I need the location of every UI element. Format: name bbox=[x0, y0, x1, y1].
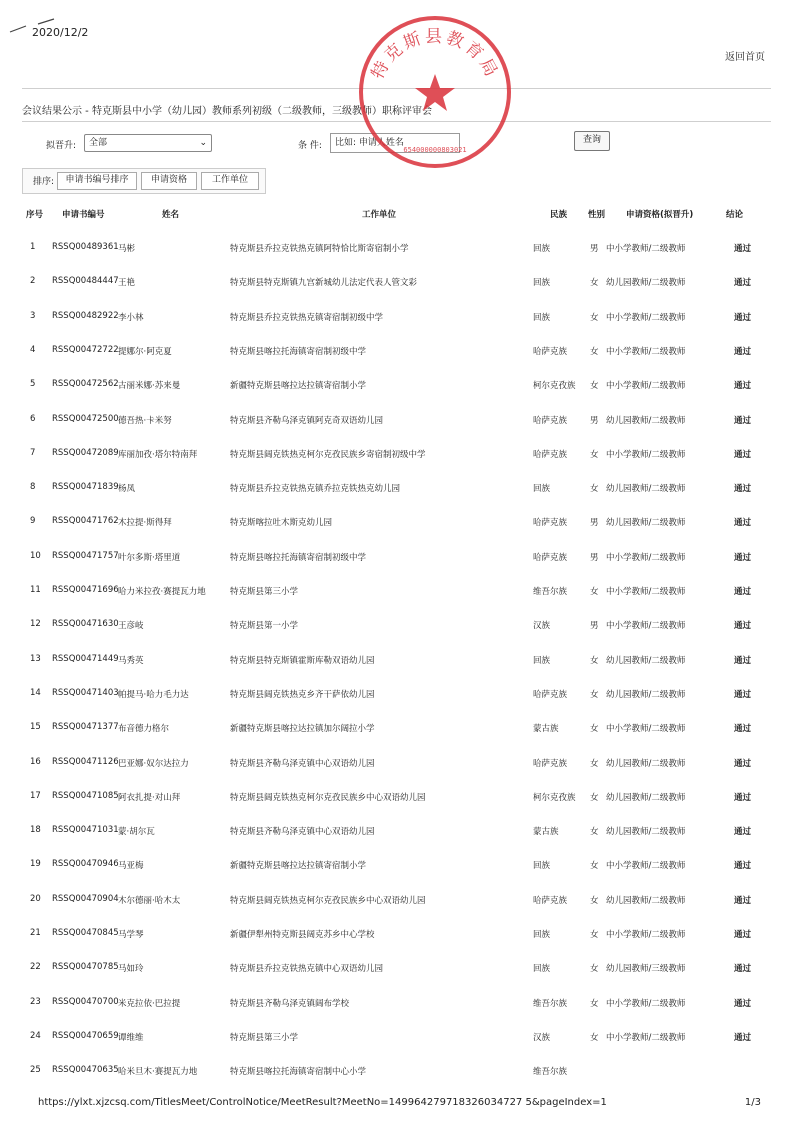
page-title: 会议结果公示 - 特克斯县中小学（幼儿园）教师系列初级（二级教师，三级教师）职称评审会 bbox=[22, 106, 432, 117]
row-result: 通过 bbox=[734, 998, 752, 1009]
row-qualification: 幼儿园教师/二级教师 bbox=[606, 278, 686, 289]
col-header-code: 申请书编号 bbox=[62, 210, 105, 220]
row-result: 通过 bbox=[734, 312, 752, 323]
row-number: 25 bbox=[30, 1065, 41, 1076]
row-gender: 女 bbox=[590, 792, 599, 803]
row-gender: 女 bbox=[590, 312, 599, 323]
row-unit: 特克斯县乔拉克铁热克镇中心双语幼儿园 bbox=[230, 964, 384, 975]
row-qualification: 中小学教师/二级教师 bbox=[606, 552, 686, 563]
row-number: 11 bbox=[30, 585, 41, 595]
svg-text:654000000803021: 654000000803021 bbox=[403, 146, 467, 154]
row-unit: 特克斯县阔克铁热克乡齐干萨依幼儿园 bbox=[230, 689, 375, 700]
row-name: 德吾热·卡米努 bbox=[118, 415, 172, 426]
row-result: 通过 bbox=[734, 930, 752, 940]
row-code: RSSQ00470845 bbox=[52, 928, 119, 938]
row-unit: 特克斯县齐勒乌泽克镇中心双语幼儿园 bbox=[230, 827, 375, 838]
row-number: 12 bbox=[30, 619, 41, 630]
row-qualification: 幼儿园教师/二级教师 bbox=[606, 689, 686, 700]
row-ethnic: 维吾尔族 bbox=[533, 1067, 568, 1078]
row-ethnic: 回族 bbox=[533, 244, 551, 254]
row-code: RSSQ00472562 bbox=[52, 379, 119, 390]
row-unit: 新疆伊犁州特克斯县阔克苏乡中心学校 bbox=[230, 930, 375, 940]
row-gender: 男 bbox=[590, 552, 599, 563]
row-code: RSSQ00484447 bbox=[52, 276, 119, 287]
col-header-qualification: 申请资格(拟晋升) bbox=[626, 210, 694, 220]
row-gender: 女 bbox=[590, 758, 599, 769]
row-ethnic: 汉族 bbox=[533, 621, 551, 632]
promote-select-value: 全部 bbox=[89, 138, 108, 148]
col-header-gender: 性别 bbox=[588, 210, 606, 220]
row-gender: 女 bbox=[590, 827, 599, 838]
row-number: 24 bbox=[30, 1030, 41, 1041]
row-number: 15 bbox=[30, 722, 41, 733]
row-qualification: 中小学教师/二级教师 bbox=[606, 861, 686, 872]
row-number: 22 bbox=[30, 962, 41, 973]
row-qualification: 中小学教师/二级教师 bbox=[606, 1032, 686, 1043]
row-name: 提娜尔·阿克夏 bbox=[118, 346, 172, 357]
row-ethnic: 哈萨克族 bbox=[533, 689, 568, 700]
row-ethnic: 哈萨克族 bbox=[533, 415, 568, 426]
row-ethnic: 哈萨克族 bbox=[533, 518, 568, 529]
row-unit: 特克斯县第三小学 bbox=[230, 1032, 299, 1043]
row-unit: 特克斯县阔克铁热克柯尔克孜民族乡寄宿制初级中学 bbox=[230, 449, 426, 460]
row-number: 19 bbox=[30, 859, 41, 870]
row-name: 哈米旦木·赛提瓦力地 bbox=[118, 1067, 198, 1078]
row-number: 17 bbox=[30, 790, 41, 801]
row-result: 通过 bbox=[734, 827, 752, 838]
row-name: 马亚梅 bbox=[118, 861, 144, 872]
col-header-unit: 工作单位 bbox=[362, 210, 397, 220]
col-header-no: 序号 bbox=[26, 210, 44, 220]
row-result: 通过 bbox=[734, 552, 752, 563]
row-result: 通过 bbox=[734, 621, 752, 632]
row-ethnic: 维吾尔族 bbox=[533, 998, 568, 1009]
row-result: 通过 bbox=[734, 964, 752, 975]
row-qualification: 中小学教师/二级教师 bbox=[606, 381, 686, 392]
sort-bar bbox=[22, 168, 266, 194]
row-gender: 女 bbox=[590, 689, 599, 700]
row-name: 马如玲 bbox=[118, 964, 144, 975]
row-unit: 特克斯县第一小学 bbox=[230, 621, 299, 632]
row-ethnic: 哈萨克族 bbox=[533, 449, 568, 460]
row-name: 米克拉依·巴拉提 bbox=[118, 998, 181, 1009]
row-result: 通过 bbox=[734, 415, 752, 426]
row-unit: 特克斯县特克斯镇九宫新城幼儿法定代表人管文彩 bbox=[230, 278, 418, 289]
row-ethnic: 哈萨克族 bbox=[533, 552, 568, 563]
row-qualification: 中小学教师/二级教师 bbox=[606, 998, 686, 1009]
row-unit: 特克斯喀拉吐木斯克幼儿园 bbox=[230, 518, 333, 529]
row-gender: 女 bbox=[590, 724, 599, 735]
row-name: 马秀英 bbox=[118, 655, 144, 666]
row-ethnic: 回族 bbox=[533, 655, 551, 666]
sort-by-unit-button[interactable]: 工作单位 bbox=[201, 172, 259, 190]
row-ethnic: 回族 bbox=[533, 278, 551, 289]
row-code: RSSQ00471449 bbox=[52, 653, 119, 664]
row-code: RSSQ00471403 bbox=[52, 687, 119, 698]
row-unit: 特克斯县第三小学 bbox=[230, 587, 299, 597]
row-unit: 新疆特克斯县喀拉达拉镇寄宿制小学 bbox=[230, 861, 367, 872]
official-red-seal bbox=[355, 12, 515, 172]
row-ethnic: 汉族 bbox=[533, 1032, 551, 1043]
row-unit: 新疆特克斯县喀拉达拉镇寄宿制小学 bbox=[230, 381, 367, 392]
row-number: 3 bbox=[30, 310, 36, 321]
row-code: RSSQ00470785 bbox=[52, 962, 119, 973]
home-link[interactable]: 返回首页 bbox=[725, 52, 765, 63]
row-ethnic: 柯尔克孜族 bbox=[533, 381, 576, 392]
row-gender: 女 bbox=[590, 1032, 599, 1043]
row-name: 帕提马·哈力毛力达 bbox=[118, 689, 189, 700]
row-code: RSSQ00470946 bbox=[52, 859, 119, 870]
row-unit: 特克斯县喀拉托海镇寄宿制中心小学 bbox=[230, 1067, 367, 1078]
row-unit: 特克斯县特克斯镇霍斯库勒双语幼儿园 bbox=[230, 655, 375, 666]
row-qualification: 幼儿园教师/二级教师 bbox=[606, 415, 686, 426]
row-name: 谭维维 bbox=[118, 1032, 144, 1043]
condition-label: 条 件: bbox=[298, 141, 322, 151]
row-code: RSSQ00470904 bbox=[52, 893, 119, 904]
row-qualification: 幼儿园教师/三级教师 bbox=[606, 964, 686, 975]
sort-label: 排序: bbox=[33, 177, 55, 187]
row-result: 通过 bbox=[734, 278, 752, 289]
row-code: RSSQ00471630 bbox=[52, 619, 119, 630]
row-qualification: 幼儿园教师/二级教师 bbox=[606, 518, 686, 529]
row-name: 王彦岐 bbox=[118, 621, 144, 632]
row-name: 阿衣扎提·对山拜 bbox=[118, 792, 181, 803]
row-name: 布音德力格尔 bbox=[118, 724, 170, 735]
row-result: 通过 bbox=[734, 449, 752, 460]
row-code: RSSQ00471126 bbox=[52, 756, 119, 767]
row-ethnic: 哈萨克族 bbox=[533, 346, 568, 357]
row-unit: 特克斯县齐勒乌泽克镇阿克奇双语幼儿园 bbox=[230, 415, 384, 426]
row-code: RSSQ00472089 bbox=[52, 447, 119, 458]
row-name: 哈力米拉孜·赛提瓦力地 bbox=[118, 587, 206, 597]
row-result: 通过 bbox=[734, 346, 752, 357]
row-result: 通过 bbox=[734, 689, 752, 700]
row-name: 叶尔多斯·塔里道 bbox=[118, 552, 181, 563]
row-code: RSSQ00472722 bbox=[52, 344, 119, 355]
row-unit: 特克斯县阔克铁热克柯尔克孜民族乡中心双语幼儿园 bbox=[230, 792, 426, 803]
row-number: 5 bbox=[30, 379, 36, 390]
row-number: 9 bbox=[30, 516, 36, 527]
row-qualification: 幼儿园教师/二级教师 bbox=[606, 827, 686, 838]
promote-label: 拟晋升: bbox=[46, 141, 77, 151]
row-qualification: 中小学教师/二级教师 bbox=[606, 346, 686, 357]
row-gender: 男 bbox=[590, 244, 599, 254]
row-code: RSSQ00482922 bbox=[52, 310, 119, 321]
row-result: 通过 bbox=[734, 587, 752, 597]
row-gender: 女 bbox=[590, 484, 599, 495]
row-result: 通过 bbox=[734, 758, 752, 769]
row-gender: 女 bbox=[590, 587, 599, 597]
row-number: 1 bbox=[30, 242, 36, 252]
row-name: 库丽加孜·塔尔特南拜 bbox=[118, 449, 198, 460]
row-gender: 女 bbox=[590, 998, 599, 1009]
condition-input-placeholder: 比如: 申请人姓名 bbox=[335, 138, 404, 148]
row-gender: 女 bbox=[590, 381, 599, 392]
row-number: 13 bbox=[30, 653, 41, 664]
promote-select[interactable] bbox=[84, 134, 212, 152]
row-number: 21 bbox=[30, 928, 41, 938]
row-result: 通过 bbox=[734, 655, 752, 666]
row-result: 通过 bbox=[734, 792, 752, 803]
row-unit: 特克斯县乔拉克铁热克镇寄宿制初级中学 bbox=[230, 312, 384, 323]
row-code: RSSQ00470635 bbox=[52, 1065, 119, 1076]
row-gender: 女 bbox=[590, 278, 599, 289]
row-code: RSSQ00471085 bbox=[52, 790, 119, 801]
row-qualification: 中小学教师/二级教师 bbox=[606, 724, 686, 735]
svg-text:特克斯县教育局: 特克斯县教育局 bbox=[367, 27, 503, 83]
row-number: 16 bbox=[30, 756, 41, 767]
row-ethnic: 蒙古族 bbox=[533, 827, 559, 838]
page-url: https://ylxt.xjzcsq.com/TitlesMeet/ControlNotice/MeetResult?MeetNo=149964279718326034727 5&pageIndex=1 bbox=[38, 1097, 607, 1108]
row-result: 通过 bbox=[734, 244, 752, 254]
row-gender: 女 bbox=[590, 964, 599, 975]
row-code: RSSQ00471696 bbox=[52, 585, 119, 595]
row-result: 通过 bbox=[734, 724, 752, 735]
row-gender: 女 bbox=[590, 449, 599, 460]
row-code: RSSQ00471031 bbox=[52, 825, 119, 836]
row-ethnic: 回族 bbox=[533, 861, 551, 872]
row-name: 王艳 bbox=[118, 278, 136, 289]
row-code: RSSQ00470700 bbox=[52, 996, 119, 1007]
row-unit: 特克斯县齐勒乌泽克镇阔布学校 bbox=[230, 998, 350, 1009]
row-ethnic: 柯尔克孜族 bbox=[533, 792, 576, 803]
row-name: 马学琴 bbox=[118, 930, 144, 940]
col-header-result: 结论 bbox=[726, 210, 744, 220]
row-code: RSSQ00471839 bbox=[52, 482, 119, 493]
row-ethnic: 回族 bbox=[533, 484, 551, 495]
row-unit: 特克斯县喀拉托海镇寄宿制初级中学 bbox=[230, 346, 367, 357]
row-gender: 男 bbox=[590, 518, 599, 529]
row-gender: 女 bbox=[590, 930, 599, 940]
row-qualification: 幼儿园教师/二级教师 bbox=[606, 484, 686, 495]
row-qualification: 中小学教师/二级教师 bbox=[606, 312, 686, 323]
row-unit: 新疆特克斯县喀拉达拉镇加尔阔拉小学 bbox=[230, 724, 375, 735]
row-unit: 特克斯县喀拉托海镇寄宿制初级中学 bbox=[230, 552, 367, 563]
row-unit: 特克斯县齐勒乌泽克镇中心双语幼儿园 bbox=[230, 758, 375, 769]
sort-by-qualification-button[interactable]: 申请资格 bbox=[141, 172, 197, 190]
row-number: 2 bbox=[30, 276, 36, 287]
row-number: 7 bbox=[30, 447, 36, 458]
row-code: RSSQ00471757 bbox=[52, 550, 119, 561]
row-qualification: 中小学教师/二级教师 bbox=[606, 930, 686, 940]
row-name: 李小林 bbox=[118, 312, 144, 323]
row-qualification: 幼儿园教师/二级教师 bbox=[606, 655, 686, 666]
row-name: 马彬 bbox=[118, 244, 136, 254]
row-unit: 特克斯县阔克铁热克柯尔克孜民族乡中心双语幼儿园 bbox=[230, 895, 426, 906]
row-name: 杨凤 bbox=[118, 484, 136, 495]
row-result: 通过 bbox=[734, 381, 752, 392]
row-unit: 特克斯县乔拉克铁热克镇乔拉克铁热克幼儿园 bbox=[230, 484, 401, 495]
row-unit: 特克斯县乔拉克铁热克镇阿特恰比斯寄宿制小学 bbox=[230, 244, 409, 254]
sort-by-code-button[interactable]: 申请书编号排序 bbox=[57, 172, 137, 190]
row-number: 20 bbox=[30, 893, 41, 904]
row-result: 通过 bbox=[734, 484, 752, 495]
row-qualification: 幼儿园教师/二级教师 bbox=[606, 895, 686, 906]
row-qualification: 中小学教师/二级教师 bbox=[606, 449, 686, 460]
row-result: 通过 bbox=[734, 861, 752, 872]
row-ethnic: 回族 bbox=[533, 312, 551, 323]
row-gender: 女 bbox=[590, 861, 599, 872]
row-qualification: 中小学教师/二级教师 bbox=[606, 621, 686, 632]
row-result: 通过 bbox=[734, 1032, 752, 1043]
chevron-down-icon: ⌄ bbox=[199, 138, 207, 148]
row-gender: 女 bbox=[590, 895, 599, 906]
row-gender: 女 bbox=[590, 346, 599, 357]
query-button[interactable]: 查询 bbox=[574, 131, 610, 151]
row-number: 23 bbox=[30, 996, 41, 1007]
row-result: 通过 bbox=[734, 518, 752, 529]
row-code: RSSQ00471377 bbox=[52, 722, 119, 733]
row-qualification: 幼儿园教师/二级教师 bbox=[606, 792, 686, 803]
row-ethnic: 回族 bbox=[533, 930, 551, 940]
row-qualification: 中小学教师/二级教师 bbox=[606, 244, 686, 254]
row-ethnic: 哈萨克族 bbox=[533, 758, 568, 769]
row-name: 古丽米娜·苏来曼 bbox=[118, 381, 181, 392]
row-gender: 男 bbox=[590, 621, 599, 632]
row-gender: 女 bbox=[590, 655, 599, 666]
row-code: RSSQ00471762 bbox=[52, 516, 119, 527]
row-ethnic: 回族 bbox=[533, 964, 551, 975]
row-number: 8 bbox=[30, 482, 36, 493]
row-code: RSSQ00489361 bbox=[52, 242, 119, 252]
row-result: 通过 bbox=[734, 895, 752, 906]
row-name: 木尔德丽·哈木太 bbox=[118, 895, 181, 906]
row-number: 14 bbox=[30, 687, 41, 698]
col-header-ethnic: 民族 bbox=[550, 210, 568, 220]
col-header-name: 姓名 bbox=[162, 210, 180, 220]
row-number: 10 bbox=[30, 550, 41, 561]
row-name: 巴亚娜·奴尔达拉力 bbox=[118, 758, 189, 769]
row-qualification: 幼儿园教师/二级教师 bbox=[606, 758, 686, 769]
row-ethnic: 哈萨克族 bbox=[533, 895, 568, 906]
page-number: 1/3 bbox=[744, 1097, 761, 1108]
row-number: 6 bbox=[30, 413, 36, 424]
row-gender: 男 bbox=[590, 415, 599, 426]
print-date: 2020/12/2 bbox=[32, 26, 89, 39]
row-number: 4 bbox=[30, 344, 36, 355]
row-number: 18 bbox=[30, 825, 41, 836]
row-name: 木拉提·斯得拜 bbox=[118, 518, 172, 529]
row-code: RSSQ00472500 bbox=[52, 413, 119, 424]
row-ethnic: 蒙古族 bbox=[533, 724, 559, 735]
row-code: RSSQ00470659 bbox=[52, 1030, 119, 1041]
row-ethnic: 维吾尔族 bbox=[533, 587, 568, 597]
row-qualification: 中小学教师/二级教师 bbox=[606, 587, 686, 597]
row-name: 蒙·胡尔瓦 bbox=[118, 827, 155, 838]
